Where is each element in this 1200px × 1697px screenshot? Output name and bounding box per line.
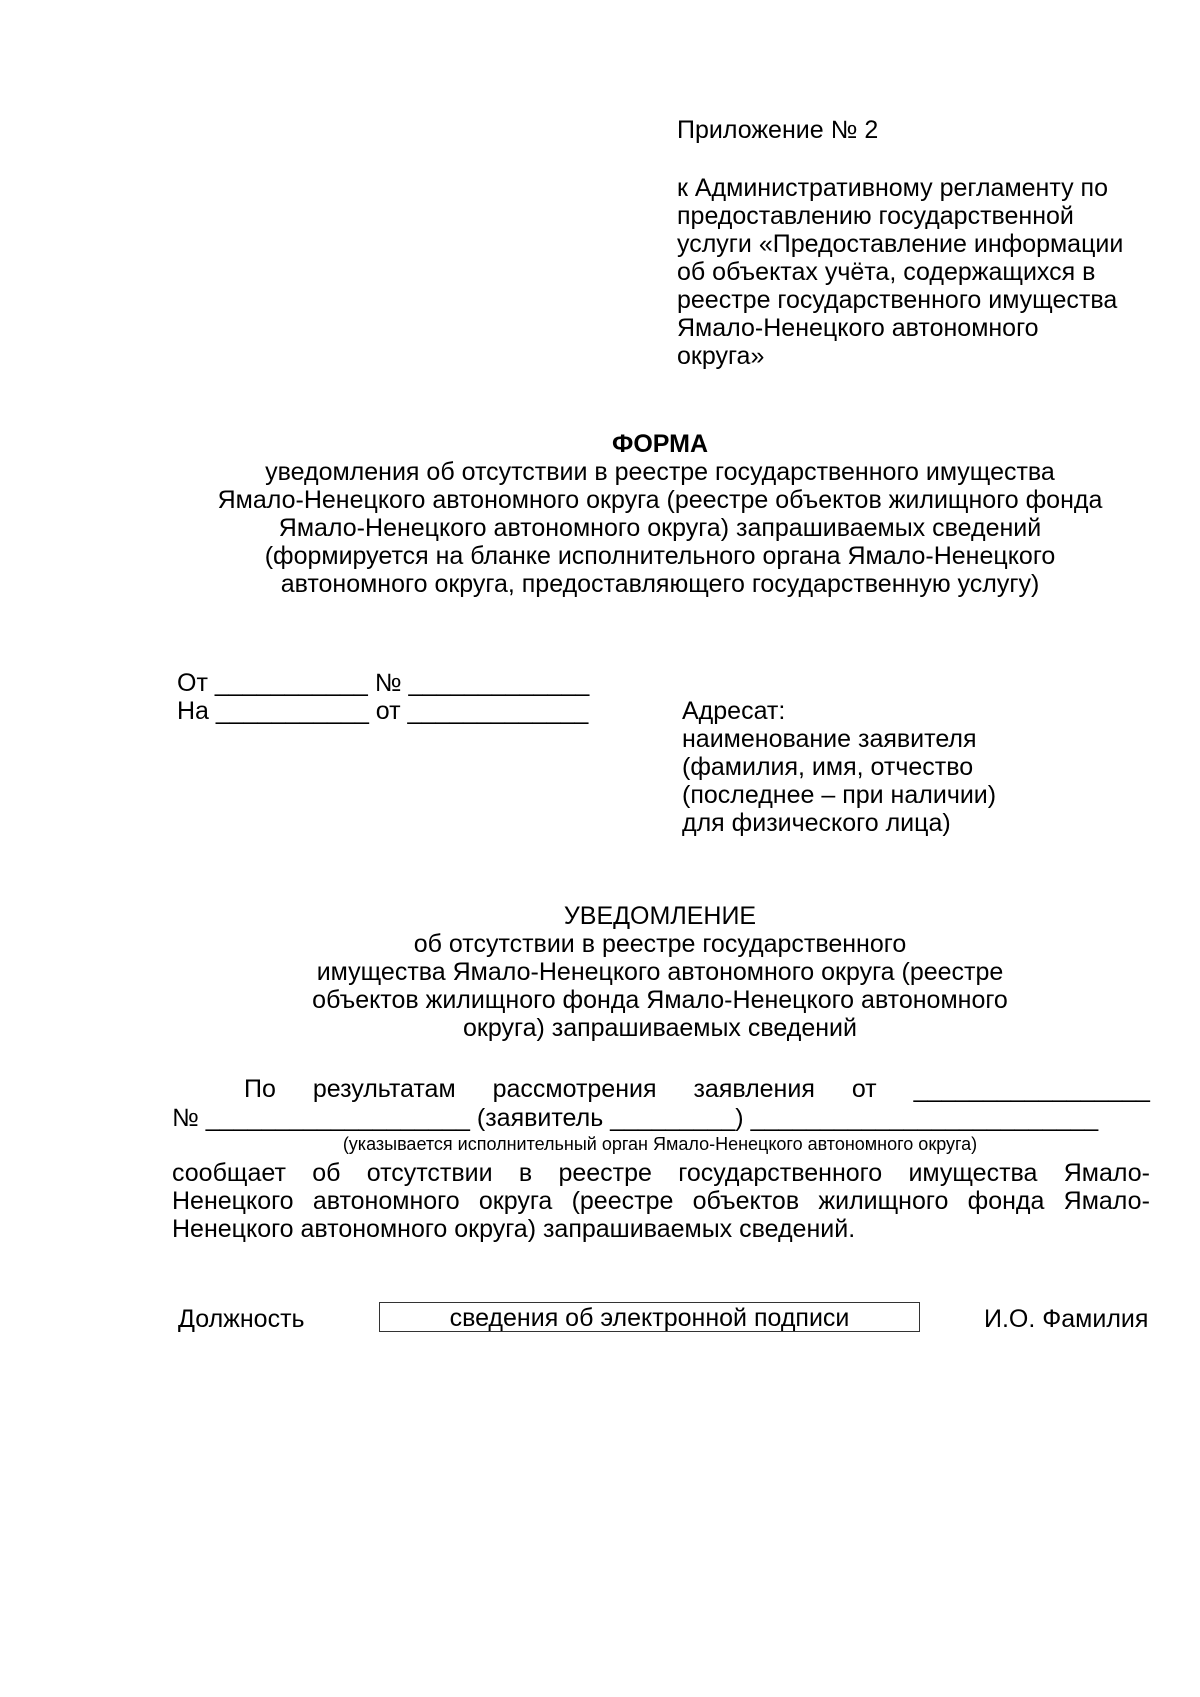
appendix-line: к Административному регламенту по — [677, 174, 1108, 202]
appendix-line: об объектах учёта, содержащихся в — [677, 258, 1096, 286]
paragraph-word: Ненецкого — [172, 1187, 294, 1215]
paragraph-word: (реестре — [571, 1187, 674, 1215]
notice-subtitle-line: имущества Ямало-Ненецкого автономного округа (реестре — [316, 958, 1004, 986]
paragraph-line — [172, 1159, 1150, 1187]
paragraph-line: Ненецкого автономного округа) запрашиваемых сведений. — [172, 1215, 856, 1243]
addressee-line: (фамилия, имя, отчество — [682, 753, 974, 781]
notice-header — [0, 902, 1200, 1042]
registration-from-line: От ___________ № _____________ — [177, 669, 590, 697]
paragraph-word: Ямало- — [1063, 1159, 1150, 1187]
body-paragraph — [172, 1159, 1150, 1243]
form-subtitle-line: (формируется на бланке исполнительного органа Ямало-Ненецкого — [264, 542, 1056, 570]
paragraph-word: имущества — [908, 1159, 1038, 1187]
appendix-line: Ямало-Ненецкого автономного — [677, 314, 1039, 342]
application-date-blank: _________________ — [913, 1075, 1150, 1103]
registration-to-line: На ___________ от _____________ — [177, 697, 589, 725]
body-word: результатам — [312, 1075, 456, 1103]
form-subtitle-line: автономного округа, предоставляющего государственную услугу) — [280, 570, 1040, 598]
body-word: от — [851, 1075, 877, 1103]
paragraph-word: автономного — [312, 1187, 460, 1215]
body-first-line — [172, 1075, 1150, 1103]
paragraph-word: отсутствии — [366, 1159, 493, 1187]
paragraph-word: сообщает — [172, 1159, 286, 1187]
appendix-line: услуги «Предоставление информации — [677, 230, 1124, 258]
addressee-line: Адресат: — [682, 697, 786, 725]
paragraph-word: объектов — [692, 1187, 800, 1215]
notice-subtitle-line: объектов жилищного фонда Ямало-Ненецкого автономного — [312, 986, 1008, 1014]
notice-subtitle-line: об отсутствии в реестре государственного — [413, 930, 907, 958]
form-subtitle-line: уведомления об отсутствии в реестре государственного имущества — [265, 458, 1055, 486]
body-hint: (указывается исполнительный орган Ямало-Ненецкого автономного округа) — [342, 1134, 978, 1154]
appendix-line: предоставлению государственной — [677, 202, 1074, 230]
body-second-line: № ___________________ (заявитель _________) _________________________ — [172, 1104, 1099, 1132]
appendix-line: округа» — [677, 342, 765, 370]
notice-title: УВЕДОМЛЕНИЕ — [563, 902, 757, 930]
paragraph-word: в — [518, 1159, 533, 1187]
paragraph-word: об — [312, 1159, 341, 1187]
electronic-signature-box: сведения об электронной подписи — [379, 1302, 920, 1332]
form-subtitle-line: Ямало-Ненецкого автономного округа) запрашиваемых сведений — [278, 514, 1042, 542]
paragraph-word: округа — [478, 1187, 553, 1215]
paragraph-word: Ямало- — [1063, 1187, 1150, 1215]
appendix-title: Приложение № 2 — [677, 116, 879, 144]
body-word: По — [244, 1075, 276, 1103]
addressee-line: (последнее – при наличии) — [682, 781, 997, 809]
signer-position: Должность — [178, 1305, 305, 1333]
paragraph-word: жилищного — [818, 1187, 949, 1215]
signer-name: И.О. Фамилия — [984, 1305, 1149, 1333]
addressee-line: наименование заявителя — [682, 725, 977, 753]
form-title: ФОРМА — [611, 430, 708, 458]
form-header — [0, 430, 1200, 598]
paragraph-word: государственного — [678, 1159, 883, 1187]
notice-subtitle-line: округа) запрашиваемых сведений — [463, 1014, 857, 1042]
addressee-line: для физического лица) — [682, 809, 951, 837]
appendix-line: реестре государственного имущества — [677, 286, 1118, 314]
appendix-reference — [677, 174, 1177, 370]
body-word: заявления — [693, 1075, 815, 1103]
paragraph-line — [172, 1187, 1150, 1215]
addressee-block — [682, 697, 996, 837]
paragraph-word: реестре — [558, 1159, 652, 1187]
paragraph-word: фонда — [967, 1187, 1045, 1215]
form-subtitle-line: Ямало-Ненецкого автономного округа (реестре объектов жилищного фонда — [217, 486, 1103, 514]
body-word: рассмотрения — [492, 1075, 657, 1103]
